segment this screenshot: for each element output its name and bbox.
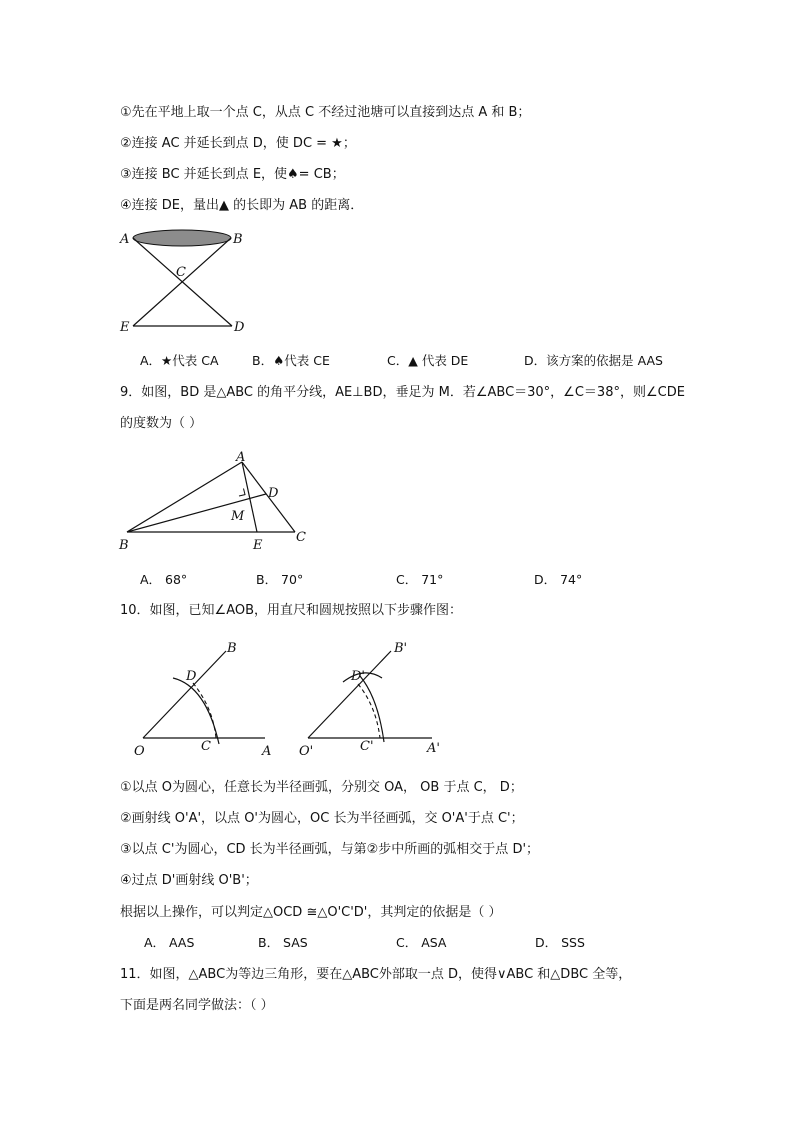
q8-pond-figure (114, 226, 254, 336)
q8-option-a[interactable]: A．★代表 CA (140, 353, 219, 368)
q9-triangle-figure (115, 448, 315, 558)
q8-option-c[interactable]: C．▲ 代表 DE (387, 353, 469, 368)
label-C: C (296, 530, 306, 545)
q8-option-b[interactable]: B．♠代表 CE (252, 353, 330, 368)
label-D: D (268, 486, 279, 501)
q8-step3: ③连接 BC 并延长到点 E，使♠= CB； (120, 167, 345, 182)
q11-stem-line1: 11．如图，△ABC为等边三角形，要在△ABC外部取一点 D，使得∨ABC 和△DBC 全等， (120, 967, 632, 982)
label-B-prime: B' (394, 641, 408, 656)
q10-step4: ④过点 D'画射线 O'B'； (120, 873, 258, 888)
q8-option-d[interactable]: D．该方案的依据是 AAS (524, 353, 663, 368)
q9-option-a[interactable]: A． 68° (140, 572, 188, 587)
label-E: E (253, 538, 263, 553)
label-C: C (176, 265, 186, 280)
q10-step1: ①以点 O为圆心，任意长为半径画弧，分别交 OA， OB 于点 C， D； (120, 780, 523, 795)
label-B: B (227, 641, 237, 656)
q8-step1: ①先在平地上取一个点 C，从点 C 不经过池塘可以直接到达点 A 和 B； (120, 105, 531, 120)
q10-step3: ③以点 C'为圆心，CD 长为半径画弧，与第②步中所画的弧相交于点 D'； (120, 842, 540, 857)
label-B: B (119, 538, 129, 553)
q9-option-d[interactable]: D． 74° (534, 572, 583, 587)
label-D: D (234, 320, 245, 335)
label-A: A (120, 232, 130, 247)
label-D-prime: D' (351, 669, 365, 684)
label-E: E (120, 320, 130, 335)
label-D: D (186, 669, 197, 684)
q9-option-b[interactable]: B． 70° (256, 572, 304, 587)
label-B: B (233, 232, 243, 247)
label-O-prime: O' (299, 744, 314, 759)
q10-angle-figure-left (128, 638, 288, 768)
label-A: A (236, 450, 246, 465)
q10-intro: 10．如图，已知∠AOB，用直尺和圆规按照以下步骤作图： (120, 603, 463, 618)
q10-step2: ②画射线 O'A'，以点 O'为圆心，OC 长为半径画弧，交 O'A'于点 C'； (120, 811, 524, 826)
q9-option-c[interactable]: C． 71° (396, 572, 444, 587)
q8-step2: ②连接 AC 并延长到点 D，使 DC = ★； (120, 136, 356, 151)
q9-stem-line2: 的度数为（ ） (120, 416, 203, 431)
q10-angle-figure-right (296, 638, 456, 768)
label-A: A (262, 744, 272, 759)
q10-option-b[interactable]: B． SAS (258, 935, 308, 950)
label-C: C (201, 739, 211, 754)
q10-option-d[interactable]: D． SSS (535, 935, 585, 950)
q10-option-a[interactable]: A． AAS (144, 935, 195, 950)
q9-stem-line1: 9．如图，BD 是△ABC 的角平分线，AE⊥BD，垂足为 M．若∠ABC＝30°，∠C＝38°，则∠CDE (120, 385, 685, 400)
pond-ellipse (133, 230, 231, 246)
q8-step4: ④连接 DE，量出▲ 的长即为 AB 的距离． (120, 198, 364, 213)
q11-stem-line2: 下面是两名同学做法：（ ） (120, 998, 274, 1013)
q10-option-c[interactable]: C． ASA (396, 935, 447, 950)
label-C-prime: C' (360, 739, 374, 754)
q10-question: 根据以上操作，可以判定△OCD ≅△O'C'D'，其判定的依据是（ ） (120, 905, 502, 920)
label-O: O (134, 744, 145, 759)
label-M: M (231, 509, 245, 524)
label-A-prime: A' (427, 741, 440, 756)
